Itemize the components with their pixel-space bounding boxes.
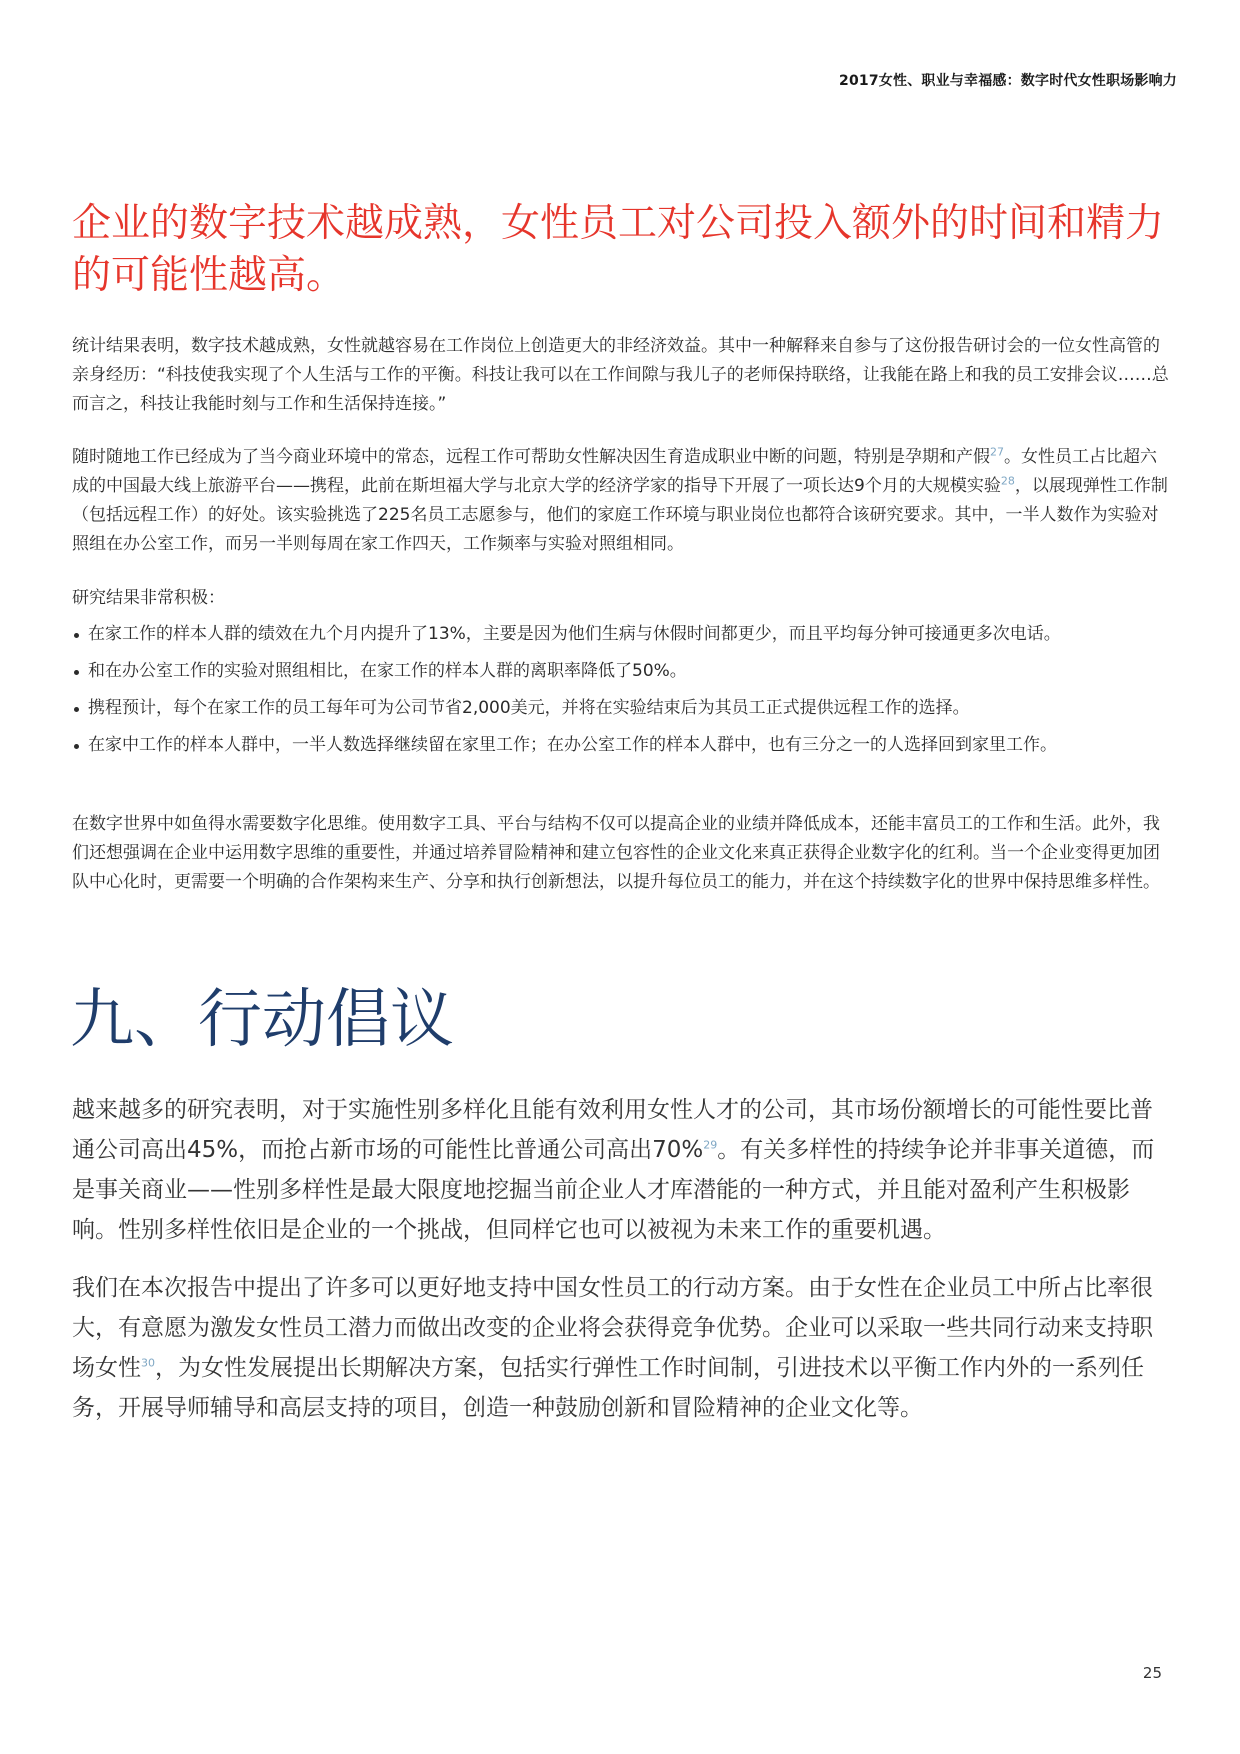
body-paragraph-3: 在数字世界中如鱼得水需要数字化思维。使用数字工具、平台与结构不仅可以提高企业的业绩并降低成本，还能丰富员工的工作和生活。此外，我们还想强调在企业中运用数字思维的重要性，并通过培养冒险精神和建立包容性的企业文化来真正获得企业数字化的红利。当一个企业变得更加团队中心化时，更需要一个明确的合作架构来生产、分享和执行创新想法，以提升每位员工的能力，并在这个持续数字化的世界中保持思维多样性。 bbox=[72, 814, 1160, 892]
footnote-ref-28[interactable]: 28 bbox=[1000, 474, 1015, 488]
footnote-ref-30[interactable]: 30 bbox=[141, 1356, 155, 1370]
findings-list bbox=[72, 620, 1152, 768]
paragraph-text: ，以展现弹性工作制（包括远程工作）的好处。该实验挑选了225名员工志愿参与，他们的家庭工作环境与职业岗位也都符合该研究要求。其中，一半人数作为实验对照组在办公室工作，而另一半则每周在家工作四天，工作频率与实验对照组相同。 bbox=[72, 476, 1168, 554]
paragraph-text: 随时随地工作已经成为了当今商业环境中的常态，远程工作可帮助女性解决因生育造成职业中断的问题，特别是孕期和产假 bbox=[72, 447, 990, 467]
paragraph-text: 越来越多的研究表明，对于实施性别多样化且能有效利用女性人才的公司，其市场份额增长的可能性要比普通公司高出45%，而抢占新市场的可能性比普通公司高出70% bbox=[72, 1097, 1153, 1163]
paragraph-text: 。有关多样性的持续争论并非事关道德，而是事关商业——性别多样性是最大限度地挖掘当前企业人才库潜能的一种方式，并且能对盈利产生积极影响。性别多样性依旧是企业的一个挑战，但同样它也可以被视为未来工作的重要机遇。 bbox=[72, 1137, 1155, 1243]
body-paragraph-2 bbox=[72, 443, 1172, 559]
paragraph-text: 我们在本次报告中提出了许多可以更好地支持中国女性员工的行动方案。由于女性在企业员工中所占比率很大，有意愿为激发女性员工潜力而做出改变的企业将会获得竞争优势。企业可以采取一些共同行动来支持职场女性 bbox=[72, 1275, 1153, 1381]
footnote-ref-29[interactable]: 29 bbox=[703, 1138, 718, 1152]
findings-intro: 研究结果非常积极： bbox=[72, 588, 225, 608]
list-item: 和在办公室工作的实验对照组相比，在家工作的样本人群的离职率降低了50%。 bbox=[72, 657, 1152, 686]
paragraph-text: 。女性员工占比超六成的中国最大线上旅游平台——携程，此前在斯坦福大学与北京大学的经济学家的指导下开展了一项长达9个月的大规模实验 bbox=[72, 447, 1157, 496]
footnote-ref-27[interactable]: 27 bbox=[990, 445, 1004, 459]
paragraph-text: ，为女性发展提出长期解决方案，包括实行弹性工作时间制，引进技术以平衡工作内外的一系列任务，开展导师辅导和高层支持的项目，创造一种鼓励创新和冒险精神的企业文化等。 bbox=[72, 1355, 1144, 1421]
section-heading: 九、行动倡议 bbox=[70, 983, 454, 1057]
list-item: 在家中工作的样本人群中，一半人数选择继续留在家里工作；在办公室工作的样本人群中，也有三分之一的人选择回到家里工作。 bbox=[72, 731, 1152, 760]
list-item: 携程预计，每个在家工作的员工每年可为公司节省2,000美元，并将在实验结束后为其员工正式提供远程工作的选择。 bbox=[72, 694, 1152, 723]
section-headline: 企业的数字技术越成熟，女性员工对公司投入额外的时间和精力的可能性越高。 bbox=[72, 201, 1165, 298]
page-number: 25 bbox=[1142, 1664, 1162, 1682]
body-paragraph-1: 统计结果表明，数字技术越成熟，女性就越容易在工作岗位上创造更大的非经济效益。其中一种解释来自参与了这份报告研讨会的一位女性高管的亲身经历：“科技使我实现了个人生活与工作的平衡。科技让我可以在工作间隙与我儿子的老师保持联络，让我能在路上和我的员工安排会议……总而言之，科技让我能时刻与工作和生活保持连接。” bbox=[72, 336, 1169, 414]
list-item: 在家工作的样本人群的绩效在九个月内提升了13%，主要是因为他们生病与休假时间都更少，而且平均每分钟可接通更多次电话。 bbox=[72, 620, 1152, 649]
body-paragraph-5 bbox=[72, 1268, 1172, 1428]
report-header-title: 2017女性、职业与幸福感：数字时代女性职场影响力 bbox=[839, 73, 1177, 89]
body-paragraph-4 bbox=[72, 1090, 1172, 1250]
